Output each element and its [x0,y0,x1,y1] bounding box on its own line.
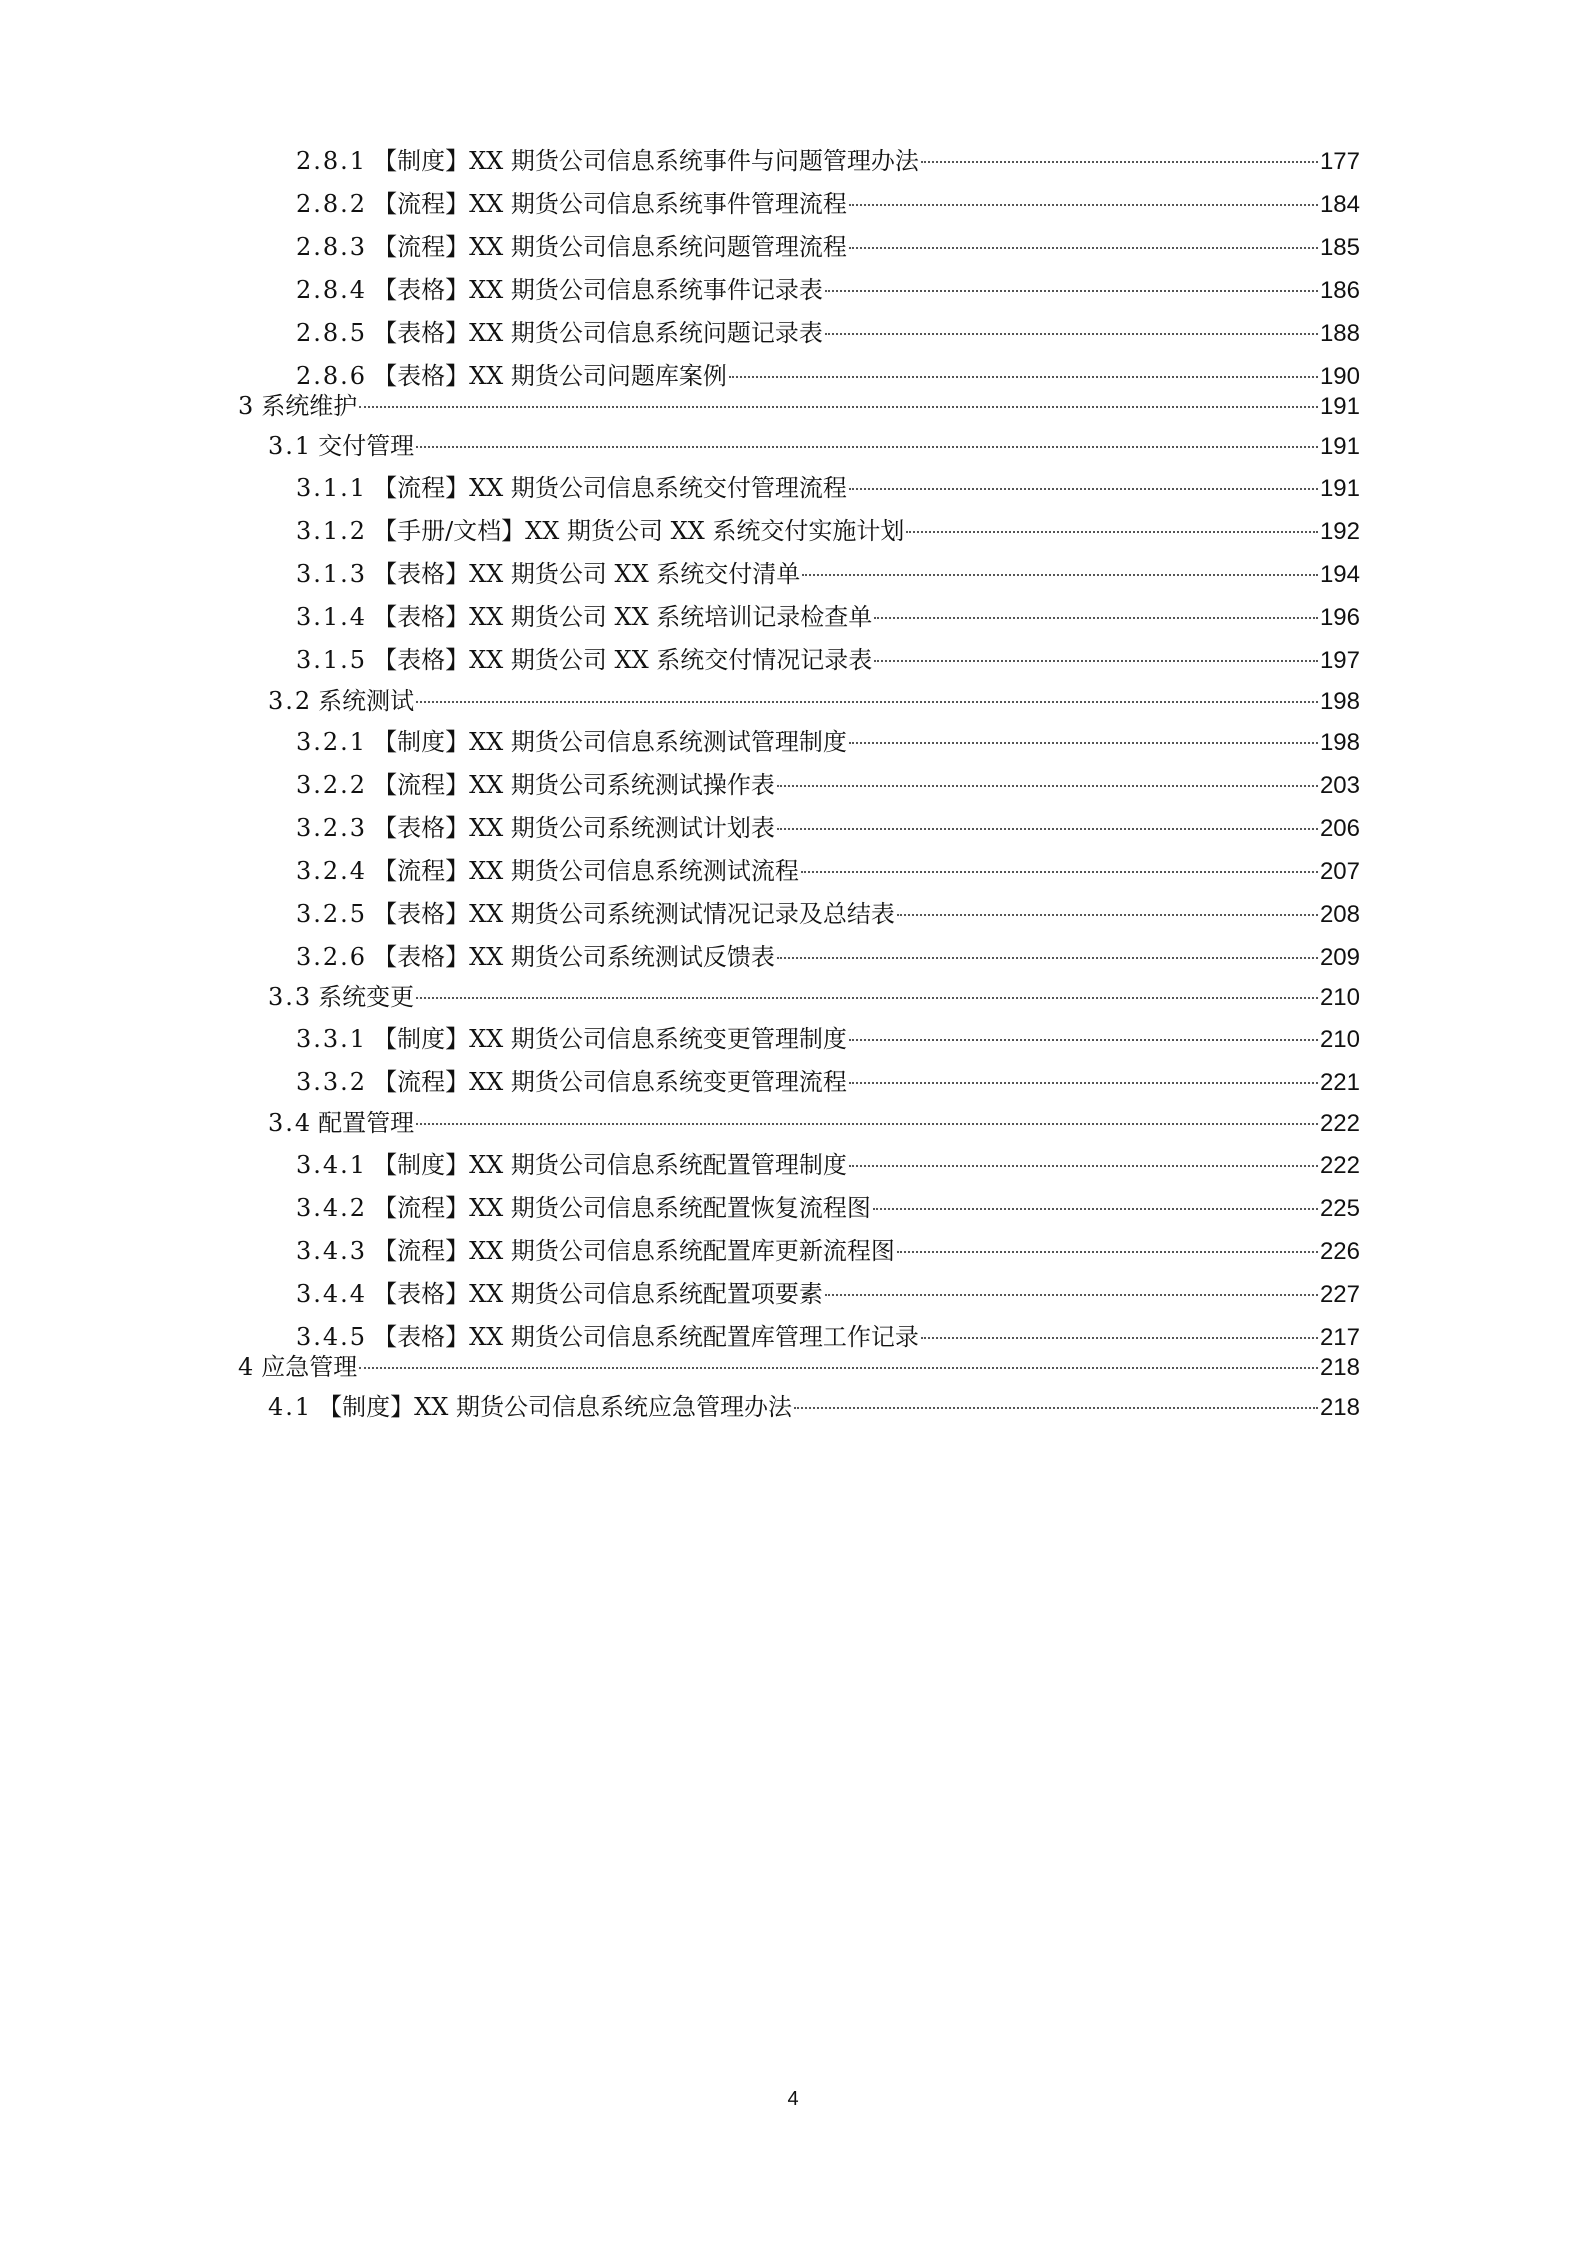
toc-entry-title: 【制度】XX 期货公司信息系统变更管理制度 [373,1025,847,1053]
toc-entry-number: 2.8.2 [296,190,368,218]
toc-entry-number: 3.4 [268,1109,313,1137]
toc-entry-title: 【流程】XX 期货公司信息系统变更管理流程 [373,1068,847,1096]
toc-entry-page: 207 [1319,858,1360,885]
toc-dot-leader [359,406,1318,408]
toc-entry-title: 【手册/文档】XX 期货公司 XX 系统交付实施计划 [373,517,905,545]
toc-entry-title: 【表格】XX 期货公司信息系统配置库管理工作记录 [373,1323,919,1351]
toc-entry-title: 【表格】XX 期货公司 XX 系统交付清单 [373,560,801,588]
toc-dot-leader [801,871,1318,873]
toc-entry-title: 【流程】XX 期货公司系统测试操作表 [373,771,775,799]
toc-entry[interactable] [296,896,1360,932]
toc-entry-page: 185 [1319,234,1360,261]
toc-entry-page: 191 [1319,433,1360,460]
toc-entry-number: 3.2.1 [296,728,368,756]
toc-dot-leader [777,957,1318,959]
toc-entry-page: 197 [1319,647,1360,674]
toc-entry[interactable] [268,1105,1360,1141]
toc-entry[interactable] [296,1147,1360,1183]
toc-entry-page: 203 [1319,772,1360,799]
toc-entry-title: 【制度】XX 期货公司信息系统测试管理制度 [373,728,847,756]
toc-entry-title: 【流程】XX 期货公司信息系统配置库更新流程图 [373,1237,895,1265]
toc-dot-leader [794,1407,1318,1409]
toc-entry[interactable] [296,599,1360,635]
toc-entry-title: 应急管理 [261,1353,358,1381]
toc-entry-number: 3.1.4 [296,603,368,631]
toc-entry-page: 218 [1319,1354,1360,1381]
toc-entry-number: 3.3.1 [296,1025,368,1053]
toc-entry-number: 3 [238,392,256,420]
toc-dot-leader [921,161,1318,163]
toc-entry-number: 3.4.4 [296,1280,368,1308]
toc-entry-number: 3.2.2 [296,771,368,799]
toc-entry[interactable] [268,979,1360,1015]
toc-entry-number: 3.3 [268,983,313,1011]
toc-entry-number: 2.8.4 [296,276,368,304]
toc-entry-title: 【表格】XX 期货公司系统测试情况记录及总结表 [373,900,895,928]
toc-entry-title: 交付管理 [318,432,415,460]
toc-entry[interactable] [296,642,1360,678]
toc-entry-page: 186 [1319,277,1360,304]
toc-entry-page: 188 [1319,320,1360,347]
toc-entry-title: 系统维护 [261,392,358,420]
toc-entry-page: 206 [1319,815,1360,842]
toc-entry-number: 3.4.1 [296,1151,368,1179]
toc-dot-leader [825,1294,1318,1296]
toc-entry-page: 191 [1319,393,1360,420]
toc-entry[interactable] [296,470,1360,506]
toc-dot-leader [416,997,1318,999]
toc-entry-page: 196 [1319,604,1360,631]
toc-entry-number: 3.2.4 [296,857,368,885]
toc-dot-leader [825,333,1318,335]
toc-entry-title: 【流程】XX 期货公司信息系统交付管理流程 [373,474,847,502]
toc-entry-page: 192 [1319,518,1360,545]
toc-entry[interactable] [296,143,1360,179]
toc-entry-number: 2.8.5 [296,319,368,347]
toc-entry-number: 3.2.5 [296,900,368,928]
toc-entry-number: 3.4.2 [296,1194,368,1222]
toc-dot-leader [777,828,1318,830]
toc-entry-page: 222 [1319,1152,1360,1179]
toc-entry-page: 217 [1319,1324,1360,1351]
toc-entry-number: 3.1.1 [296,474,368,502]
toc-entry-page: 226 [1319,1238,1360,1265]
page-number: 4 [787,2088,799,2110]
toc-entry-title: 配置管理 [318,1109,415,1137]
toc-entry[interactable] [296,1064,1360,1100]
toc-dot-leader [897,914,1318,916]
toc-entry[interactable] [296,1021,1360,1057]
toc-entry-title: 【制度】XX 期货公司信息系统配置管理制度 [373,1151,847,1179]
toc-entry-number: 3.3.2 [296,1068,368,1096]
toc-entry-page: 177 [1319,148,1360,175]
toc-entry-number: 3.1.5 [296,646,368,674]
toc-dot-leader [777,785,1318,787]
toc-dot-leader [874,617,1318,619]
toc-dot-leader [897,1251,1318,1253]
toc-entry-number: 4 [238,1353,256,1381]
toc-entry-title: 【表格】XX 期货公司系统测试计划表 [373,814,775,842]
toc-dot-leader [849,488,1318,490]
toc-entry[interactable] [268,428,1360,464]
toc-entry-title: 【表格】XX 期货公司 XX 系统培训记录检查单 [373,603,873,631]
toc-dot-leader [849,204,1318,206]
toc-entry-page: 225 [1319,1195,1360,1222]
toc-entry-number: 3.1.2 [296,517,368,545]
toc-entry-title: 系统测试 [318,687,415,715]
toc-entry-number: 3.1 [268,432,313,460]
toc-dot-leader [874,660,1318,662]
toc-entry-page: 198 [1319,729,1360,756]
toc-dot-leader [802,574,1318,576]
toc-dot-leader [416,701,1318,703]
toc-entry-number: 3.2.6 [296,943,368,971]
toc-entry-number: 2.8.3 [296,233,368,261]
toc-entry[interactable] [296,724,1360,760]
toc-entry-number: 3.4.3 [296,1237,368,1265]
toc-entry-page: 227 [1319,1281,1360,1308]
toc-entry[interactable] [296,1190,1360,1226]
toc-entry-number: 3.4.5 [296,1323,368,1351]
toc-dot-leader [906,531,1318,533]
toc-entry-page: 210 [1319,984,1360,1011]
toc-dot-leader [921,1337,1318,1339]
toc-entry-number: 2.8.6 [296,362,368,390]
toc-entry[interactable] [296,513,1360,549]
toc-entry[interactable] [238,388,1360,424]
toc-entry-title: 【表格】XX 期货公司 XX 系统交付情况记录表 [373,646,873,674]
toc-dot-leader [849,1039,1318,1041]
toc-entry[interactable] [296,186,1360,222]
toc-entry-page: 218 [1319,1394,1360,1421]
toc-entry-title: 【流程】XX 期货公司信息系统配置恢复流程图 [373,1194,871,1222]
toc-entry-number: 2.8.1 [296,147,368,175]
toc-entry-page: 184 [1319,191,1360,218]
toc-entry-title: 【流程】XX 期货公司信息系统事件管理流程 [373,190,847,218]
toc-entry[interactable] [268,1389,1360,1425]
toc-entry-title: 【表格】XX 期货公司信息系统事件记录表 [373,276,823,304]
toc-dot-leader [416,446,1318,448]
toc-entry-title: 【制度】XX 期货公司信息系统事件与问题管理办法 [373,147,919,175]
toc-entry[interactable] [296,939,1360,975]
toc-entry[interactable] [296,1276,1360,1312]
toc-entry-title: 【表格】XX 期货公司信息系统问题记录表 [373,319,823,347]
toc-entry[interactable] [296,556,1360,592]
toc-dot-leader [873,1208,1318,1210]
toc-entry-page: 190 [1319,363,1360,390]
toc-entry[interactable] [238,1349,1360,1385]
toc-dot-leader [416,1123,1318,1125]
toc-entry-title: 【流程】XX 期货公司信息系统测试流程 [373,857,799,885]
toc-entry-title: 【流程】XX 期货公司信息系统问题管理流程 [373,233,847,261]
toc-entry-page: 221 [1319,1069,1360,1096]
toc-entry[interactable] [296,767,1360,803]
toc-dot-leader [849,1165,1318,1167]
toc-dot-leader [849,1082,1318,1084]
toc-entry-page: 208 [1319,901,1360,928]
toc-entry[interactable] [296,229,1360,265]
toc-entry[interactable] [296,1233,1360,1269]
toc-entry-page: 210 [1319,1026,1360,1053]
toc-entry[interactable] [296,315,1360,351]
toc-entry-title: 【制度】XX 期货公司信息系统应急管理办法 [318,1393,792,1421]
toc-dot-leader [849,742,1318,744]
toc-entry-number: 3.2.3 [296,814,368,842]
toc-entry[interactable] [296,810,1360,846]
toc-entry-page: 222 [1319,1110,1360,1137]
toc-dot-leader [359,1367,1318,1369]
toc-entry-title: 【表格】XX 期货公司系统测试反馈表 [373,943,775,971]
toc-entry-title: 【表格】XX 期货公司信息系统配置项要素 [373,1280,823,1308]
toc-entry-number: 4.1 [268,1393,313,1421]
toc-entry-title: 系统变更 [318,983,415,1011]
toc-entry[interactable] [268,683,1360,719]
toc-entry-page: 191 [1319,475,1360,502]
toc-entry-page: 194 [1319,561,1360,588]
toc-entry[interactable] [296,272,1360,308]
toc-entry-title: 【表格】XX 期货公司问题库案例 [373,362,727,390]
toc-dot-leader [849,247,1318,249]
toc-entry-page: 209 [1319,944,1360,971]
toc-entry-page: 198 [1319,688,1360,715]
toc-entry-number: 3.2 [268,687,313,715]
toc-dot-leader [729,376,1318,378]
toc-dot-leader [825,290,1318,292]
toc-entry-number: 3.1.3 [296,560,368,588]
toc-entry[interactable] [296,853,1360,889]
